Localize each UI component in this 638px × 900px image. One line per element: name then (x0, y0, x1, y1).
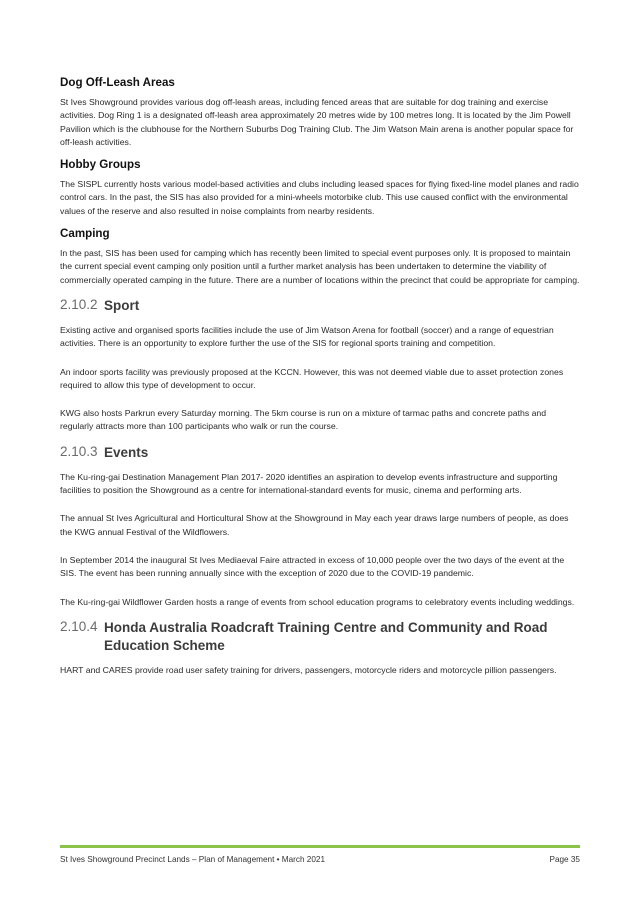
para-sport-1: Existing active and organised sports facilities include the use of Jim Watson Arena for football (soccer) and a range of equestrian activities. There is an opportunity to explore further the use of the SIS for regional sports training and competition. (60, 324, 554, 349)
page-footer (60, 845, 580, 864)
para-sport-3: KWG also hosts Parkrun every Saturday morning. The 5km course is run on a mixture of tarmac paths and concrete paths and regularly attracts more than 100 participants who walk or run the course. (60, 408, 547, 432)
section-number: 2.10.3 (60, 443, 98, 459)
page-content (60, 70, 580, 686)
para-honda: HART and CARES provide road user safety training for drivers, passengers, motorcycle riders and motorcycle pillion passengers. (60, 664, 557, 675)
section-number: 2.10.4 (60, 618, 98, 634)
para-sport-2: An indoor sports facility was previously proposed at the KCCN. However, this was not deemed viable due to asset protection zones required to allow this type of development to occur. (60, 366, 564, 390)
section-title: Sport (104, 297, 140, 313)
para-hobby-groups: The SISPL currently hosts various model-based activities and clubs including leased spaces for flying fixed-line model planes and radio control cars. In the past, the SIS has also provided for a mini-wheels motorbike club. This use caused conflict with the environmental values of the reserve and also resulted in noise complaints from nearby residents. (60, 179, 579, 216)
para-events-2: The annual St Ives Agricultural and Horticultural Show at the Showground in May each year draws large numbers of people, as does the KWG annual Festival of the Wildflowers. (60, 513, 569, 537)
section-heading-sport (60, 297, 580, 315)
section-heading-events (60, 444, 580, 462)
footer-document-title: St Ives Showground Precinct Lands – Plan of Management • March 2021 (60, 855, 326, 864)
footer-divider (60, 845, 580, 848)
section-number: 2.10.2 (60, 296, 98, 312)
para-dog-off-leash: St Ives Showground provides various dog off-leash areas, including fenced areas that are suitable for dog training and exercise activities. Dog Ring 1 is a designated off-leash area approximately 20 metres wide by 100 metres long. It is located by the Jim Powell Pavilion which is the clubhouse for the Northern Suburbs Dog Training Club. The Jim Watson Main arena is another popular space for off-leash activities. (60, 97, 574, 147)
heading-camping: Camping (60, 227, 110, 241)
para-camping: In the past, SIS has been used for camping which has recently been limited to special event purposes only. It is proposed to maintain the current special event camping only position until a further market analysis has been undertaken to determine the viability of commercially operated camping in the future. There are a number of locations within the precinct that could be appropriate for camping. (60, 248, 580, 285)
para-events-3: In September 2014 the inaugural St Ives Mediaeval Faire attracted in excess of 10,000 people over the two days of the event at the SIS. The event has been running annually since with the exception of 2020 due to the COVID-19 pandemic. (60, 554, 565, 579)
footer-page-number: Page 35 (549, 855, 580, 864)
para-events-4: The Ku-ring-gai Wildflower Garden hosts a range of events from school education programs to celebratory events including weddings. (60, 596, 575, 607)
section-title: Events (104, 444, 149, 460)
heading-dog-off-leash: Dog Off-Leash Areas (60, 76, 175, 89)
section-title: Honda Australia Roadcraft Training Centre and Community and Road Education Scheme (104, 619, 548, 653)
section-heading-honda (60, 619, 580, 655)
para-events-1: The Ku-ring-gai Destination Management Plan 2017- 2020 identifies an aspiration to develop events infrastructure and supporting facilities to position the Showground as a centre for international-standard events for music, cinema and performing arts. (60, 471, 558, 496)
heading-hobby-groups: Hobby Groups (60, 158, 141, 172)
